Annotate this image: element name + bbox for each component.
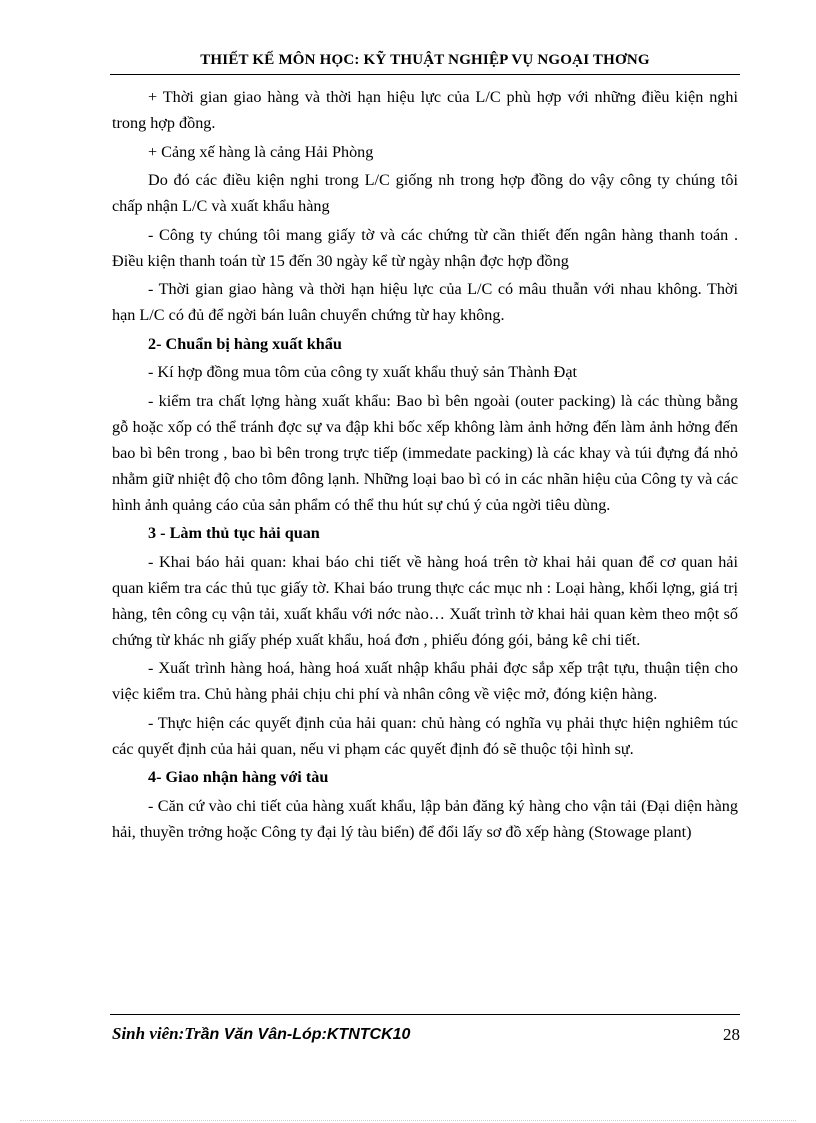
- footer-student-info: [112, 1024, 410, 1044]
- paragraph: - Công ty chúng tôi mang giấy tờ và các chứng từ cần thiết đến ngân hàng thanh toán . Điều kiện thanh toán từ 15 đến 30 ngày kể từ ngày nhận đợc hợp đồng: [112, 225, 738, 270]
- paragraph: - Thời gian giao hàng và thời hạn hiệu lực của L/C có mâu thuẫn với nhau không. Thời hạn L/C có đủ để ngời bán luân chuyển chứng từ hay không.: [112, 280, 738, 324]
- page-header-title: THIẾT KẾ MÔN HỌC: KỸ THUẬT NGHIỆP VỤ NGOẠI THƠNG: [200, 52, 650, 68]
- paragraph: - kiểm tra chất lợng hàng xuất khẩu: Bao bì bên ngoài (outer packing) là các thùng bằng gỗ hoặc xốp có thể tránh đợc sự va đập khi bốc xếp không làm ảnh hởng đến làm ảnh hởng đến bao bì bên trong , bao bì bên trong trực tiếp (immedate packing) là các khay và túi đựng đá nhỏ nhằm giữ nhiệt độ cho tôm đông lạnh. Những loại bao bì có in các nhãn hiệu của Công ty và các hình ảnh quảng cáo của sản phẩm có thể thu hút sự chú ý của ngời tiêu dùng.: [112, 391, 738, 514]
- header-divider: [110, 74, 740, 75]
- section-heading: 2- Chuẩn bị hàng xuất khẩu: [148, 334, 342, 353]
- paragraph: + Cảng xế hàng là cảng Hải Phòng: [148, 142, 374, 161]
- paragraph: - Xuất trình hàng hoá, hàng hoá xuất nhập khẩu phải đợc sắp xếp trật tựu, thuận tiện cho việc kiểm tra. Chủ hàng phải chịu chi phí và nhân công về việc mở, đóng kiện hàng.: [112, 659, 738, 703]
- footer-student-name-class: ần Văn Vân-Lóp:KTNTCK10: [200, 1026, 411, 1043]
- paragraph: - Khai báo hải quan: khai báo chi tiết về hàng hoá trên tờ khai hải quan để cơ quan hải quan kiểm tra các thủ tục giấy tờ. Khai báo trung thực các mục nh : Loại hàng, khối lợng, giá trị hàng, tên công cụ vận tải, xuất khẩu với nớc nào… Xuất trình tờ khai hải quan kèm theo một số chứng từ khác nh giấy phép xuất khẩu, hoá đơn , phiếu đóng gói, bảng kê chi tiết.: [112, 552, 738, 649]
- paragraph: - Thực hiện các quyết định của hải quan: chủ hàng có nghĩa vụ phải thực hiện nghiêm túc các quyết định của hải quan, nếu vi phạm các quyết định đó sẽ thuộc tội hình sự.: [112, 713, 738, 758]
- footer-divider: [110, 1014, 740, 1015]
- page-edge-divider: [20, 1120, 796, 1121]
- paragraph: + Thời gian giao hàng và thời hạn hiệu lực của L/C phù hợp với những điều kiện nghi trong hợp đồng.: [112, 88, 738, 132]
- page-number: 28: [723, 1025, 740, 1044]
- section-heading: 3 - Làm thủ tục hải quan: [148, 524, 320, 542]
- footer-student-prefix: Sinh viên:Tr: [112, 1024, 201, 1043]
- paragraph: - Kí hợp đồng mua tôm của công ty xuất khẩu thuỷ sản Thành Đạt: [148, 363, 578, 381]
- paragraph: Do đó các điều kiện nghi trong L/C giống nh trong hợp đồng do vậy công ty chúng tôi chấp nhận L/C và xuất khẩu hàng: [112, 171, 738, 215]
- paragraph: - Căn cứ vào chi tiết của hàng xuất khẩu, lập bản đăng ký hàng cho vận tải (Đại diện hàng hải, thuyền trởng hoặc Công ty đại lý tàu biển) để đổi lấy sơ đồ xếp hàng (Stowage plant): [112, 796, 738, 841]
- document-body: [112, 84, 738, 847]
- section-heading: 4- Giao nhận hàng với tàu: [148, 768, 329, 786]
